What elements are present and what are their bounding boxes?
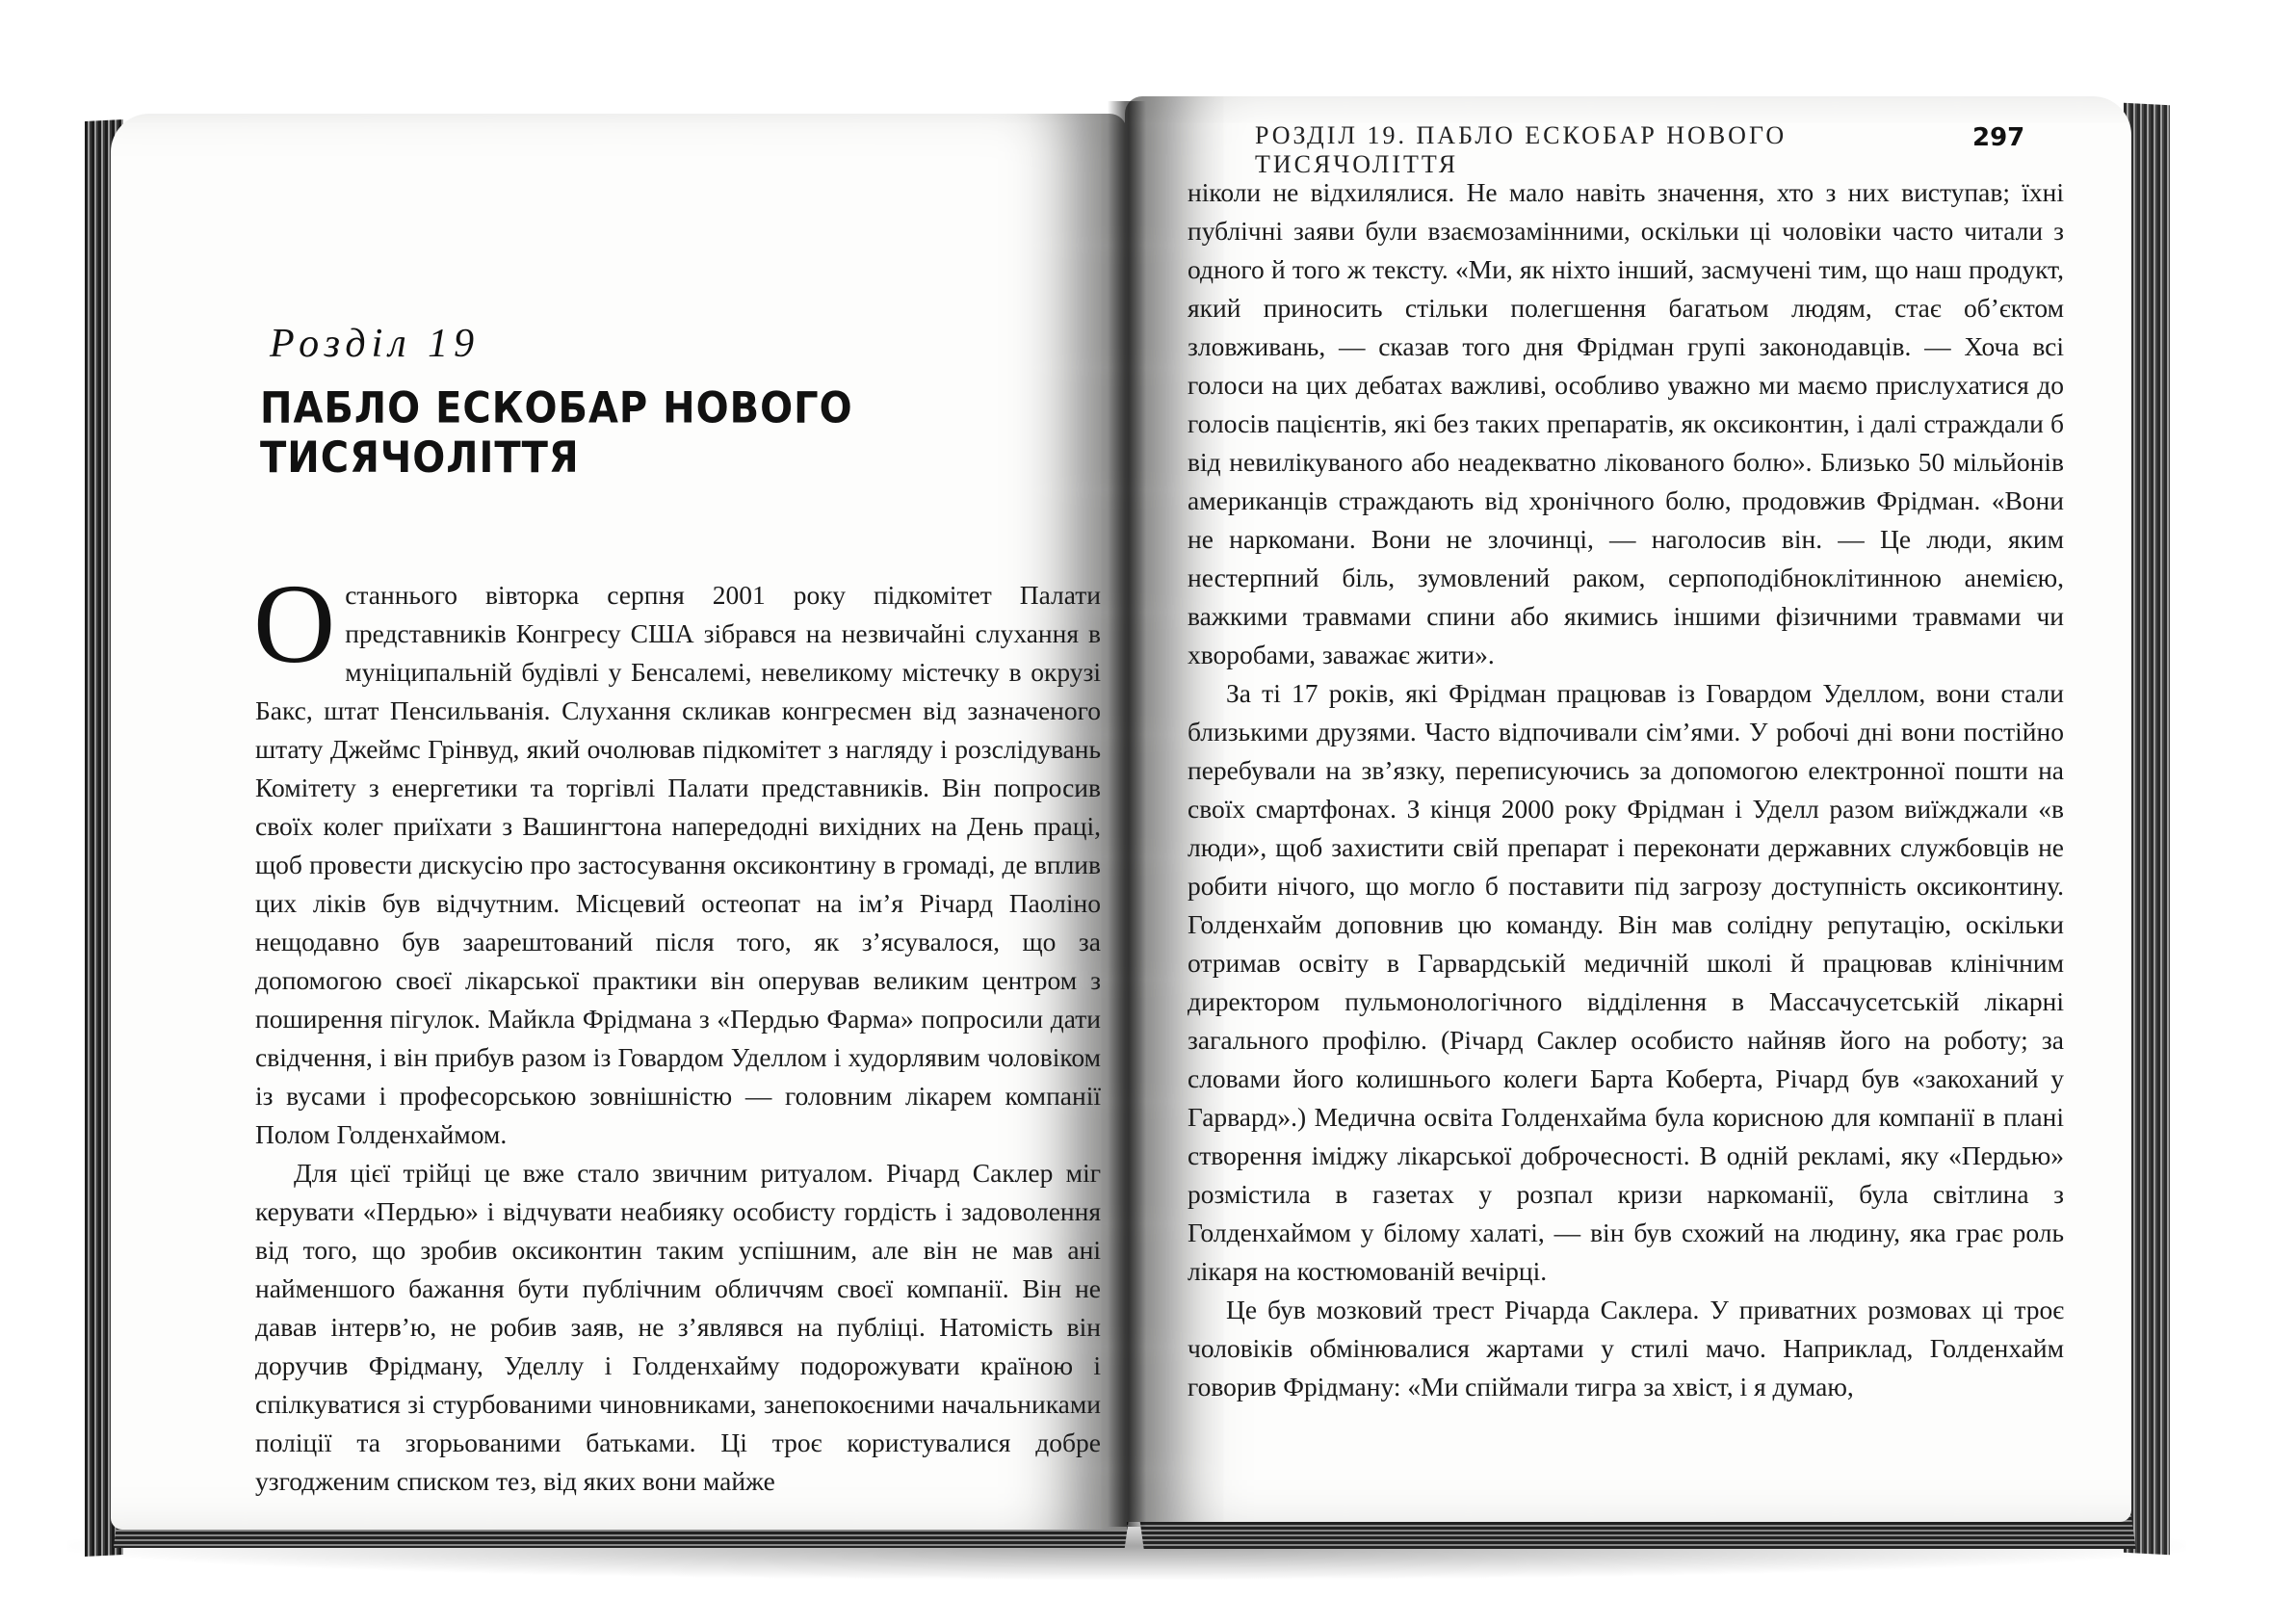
right-page-body	[1188, 173, 2064, 1406]
right-paragraph-2: За ті 17 років, які Фрідман працював із Говардом Уделлом, вони стали близькими друзями. Часто відпочивали сім’ями. У робочі дні вони постійно перебували на зв’язку, переписуючись за допомогою електронної пошти на своїх смартфонах. З кінця 2000 року Фрідман і Уделл разом виїжджали «в люди», щоб захистити свій препарат і переконати державних службовців не робити нічого, що могло б поставити під загрозу доступність оксиконтину. Голденхайм доповнив цю команду. Він мав солідну репутацію, оскільки отримав освіту в Гарвардській медичній школі й працював клінічним директором пульмонологічного відділення в Массачусетській лікарні загального профілю. (Річард Саклер особисто найняв його на роботу; за словами його колишнього колеги Барта Коберта, Річард був «закоханий у Гарвард».) Медична освіта Голденхайма була корисною для компанії в плані створення іміджу лікарської доброчесності. В одній рекламі, яку «Пердью» розмістила в газетах у розпал кризи наркоманії, була світлина з Голденхаймом у білому халаті, — він був схожий на людину, яка грає роль лікаря на костюмованій вечірці.	[1188, 678, 2064, 1286]
page-number: 297	[1972, 123, 2025, 152]
left-paragraph-1	[253, 561, 1101, 1154]
book-gutter	[1108, 101, 1146, 1527]
chapter-title: ПАБЛО ЕСКОБАР НОВОГО ТИСЯЧОЛІТТЯ	[260, 383, 853, 484]
chapter-label: Розділ 19	[270, 322, 481, 366]
left-paragraph-2: Для цієї трійці це вже стало звичним ритуалом. Річард Саклер міг керувати «Пердью» і відчувати неабияку особисту гордість і задоволення від того, що зробив оксиконтин таким успішним, але він не мав ані найменшого бажання бути публічним обличчям своєї компанії. Він не давав інтерв’ю, не робив заяв, не з’являвся на публіці. Натомість він доручив Фрідману, Уделлу і Голденхайму подорожувати країною і спілкуватися зі стурбованими чиновниками, занепокоєними начальниками поліції та згорьованими батьками. Ці троє користувалися добре узгодженим списком тез, від яких вони майже	[255, 1158, 1101, 1496]
left-page	[111, 114, 1127, 1530]
left-page-body	[253, 561, 1101, 1501]
left-paragraph-1-text: станнього вівторка серпня 2001 року підкомітет Палати представників Конгресу США зібрався на незвичайні слухання в муніципальній будівлі у Бенсалемі, невеликому містечку в окрузі Бакс, штат Пенсильванія. Слухання скликав конгресмен від зазначеного штату Джеймс Грінвуд, який очолював підкомітет з нагляду і розслідувань Комітету з енергетики та торгівлі Палати представників. Він попросив своїх колег приїхати з Вашингтона напередодні вихідних на День праці, щоб провести дискусію про застосування оксиконтину в громаді, де вплив цих ліків був відчутним. Місцевий остеопат на ім’я Річард Паоліно нещодавно був заарештований після того, як з’ясувалося, що за допомогою своєї лікарської практики він оперував великим центром з поширення пігулок. Майкла Фрідмана з «Пердью Фарма» попросили дати свідчення, і він прибув разом із Говардом Уделлом і худорлявим чоловіком із вусами і професорською зовнішністю — головним лікарем компанії Полом Голденхаймом.	[255, 580, 1101, 1149]
drop-cap: О	[253, 561, 336, 687]
running-head: РОЗДІЛ 19. ПАБЛО ЕСКОБАР НОВОГО ТИСЯЧОЛІТТЯ	[1255, 121, 1788, 178]
right-paragraph-1: ніколи не відхилялися. Не мало навіть значення, хто з них виступав; їхні публічні заяви були взаємозамінними, оскільки ці чоловіки часто читали з одного й того ж тексту. «Ми, як ніхто інший, засмучені тим, що наш продукт, який приносить стільки полегшення багатьом людям, стає об’єктом зловживань, — сказав того дня Фрідман групі законодавців. — Хоча всі голоси на цих дебатах важливі, особливо уважно ми маємо прислухатися до голосів пацієнтів, які без таких препаратів, як оксиконтин, і далі страждали б від невилікуваного або неадекватно лікованого болю». Близько 50 мільйонів американців страждають від хронічного болю, продовжив Фрідман. «Вони не наркомани. Вони не злочинці, — наголосив він. — Це люди, яким нестерпний біль, зумовлений раком, серпоподібноклітинною анемією, важкими травмами спини або якимись іншими фізичними травмами чи хворобами, заважає жити».	[1188, 177, 2064, 669]
right-paragraph-3: Це був мозковий трест Річарда Саклера. У приватних розмовах ці троє чоловіків обмінювалися жартами у стилі мачо. Наприклад, Голденхайм говорив Фрідману: «Ми спіймали тигра за хвіст, і я думаю,	[1188, 1295, 2064, 1401]
right-page	[1125, 96, 2131, 1522]
